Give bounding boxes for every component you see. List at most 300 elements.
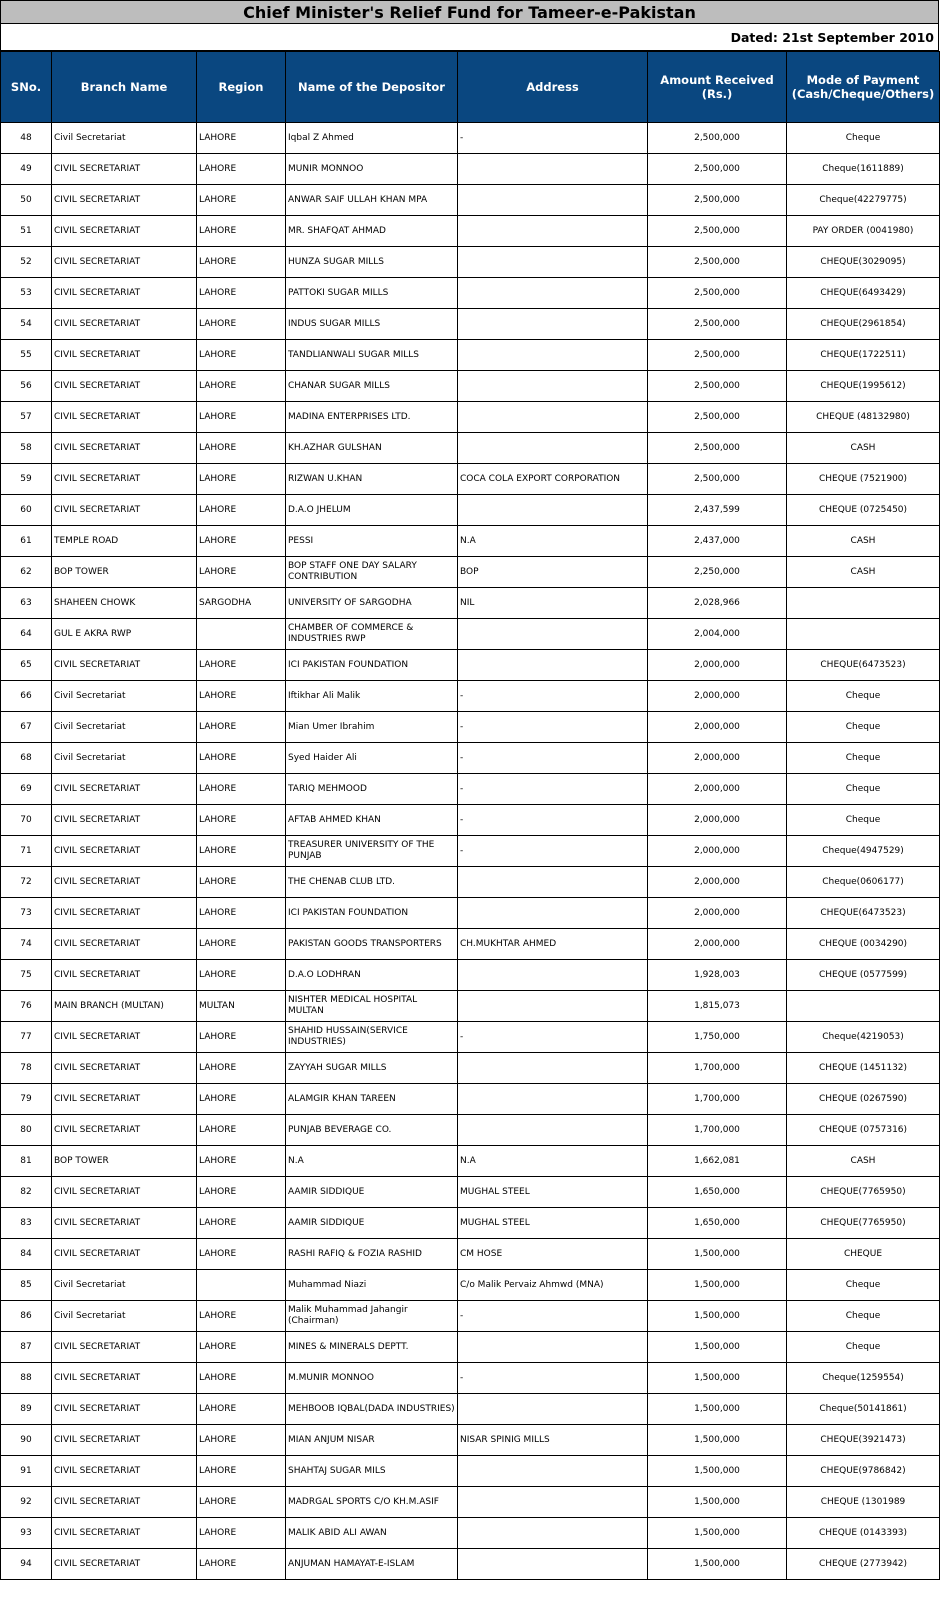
cell-region: LAHORE: [197, 371, 286, 402]
cell-mode: Cheque(4947529): [787, 836, 940, 867]
cell-sno: 62: [1, 557, 52, 588]
cell-branch: BOP TOWER: [52, 557, 197, 588]
table-row: [1, 1115, 940, 1146]
cell-amount: 2,500,000: [648, 433, 787, 464]
cell-region: SARGODHA: [197, 588, 286, 619]
cell-branch: CIVIL SECRETARIAT: [52, 960, 197, 991]
cell-address: NISAR SPINIG MILLS: [458, 1425, 648, 1456]
table-row: [1, 1177, 940, 1208]
cell-address: MUGHAL STEEL: [458, 1208, 648, 1239]
cell-depositor: ALAMGIR KHAN TAREEN: [286, 1084, 458, 1115]
cell-amount: 2,437,000: [648, 526, 787, 557]
cell-amount: 2,500,000: [648, 464, 787, 495]
cell-mode: Cheque(0606177): [787, 867, 940, 898]
cell-sno: 66: [1, 681, 52, 712]
cell-mode: [787, 991, 940, 1022]
cell-address: CH.MUKHTAR AHMED: [458, 929, 648, 960]
cell-amount: 2,500,000: [648, 123, 787, 154]
cell-region: LAHORE: [197, 340, 286, 371]
table-row: [1, 650, 940, 681]
cell-address: -: [458, 681, 648, 712]
col-header-depositor: Name of the Depositor: [286, 52, 458, 123]
table-row: [1, 1549, 940, 1580]
cell-branch: CIVIL SECRETARIAT: [52, 1208, 197, 1239]
cell-sno: 53: [1, 278, 52, 309]
cell-region: LAHORE: [197, 1487, 286, 1518]
cell-region: LAHORE: [197, 681, 286, 712]
cell-branch: CIVIL SECRETARIAT: [52, 1177, 197, 1208]
cell-mode: [787, 619, 940, 650]
cell-branch: Civil Secretariat: [52, 1301, 197, 1332]
col-header-region: Region: [197, 52, 286, 123]
cell-mode: CASH: [787, 433, 940, 464]
cell-mode: CHEQUE (0034290): [787, 929, 940, 960]
table-row: [1, 526, 940, 557]
cell-depositor: PESSI: [286, 526, 458, 557]
cell-address: [458, 1115, 648, 1146]
cell-sno: 59: [1, 464, 52, 495]
cell-branch: CIVIL SECRETARIAT: [52, 836, 197, 867]
cell-mode: CHEQUE(9786842): [787, 1456, 940, 1487]
cell-depositor: SHAHID HUSSAIN(SERVICE INDUSTRIES): [286, 1022, 458, 1053]
cell-mode: Cheque(1259554): [787, 1363, 940, 1394]
table-row: [1, 836, 940, 867]
cell-amount: 1,650,000: [648, 1208, 787, 1239]
cell-amount: 2,000,000: [648, 836, 787, 867]
cell-sno: 60: [1, 495, 52, 526]
cell-mode: PAY ORDER (0041980): [787, 216, 940, 247]
cell-depositor: KH.AZHAR GULSHAN: [286, 433, 458, 464]
cell-amount: 2,000,000: [648, 898, 787, 929]
cell-amount: 1,700,000: [648, 1084, 787, 1115]
cell-amount: 2,500,000: [648, 402, 787, 433]
cell-region: LAHORE: [197, 464, 286, 495]
cell-region: LAHORE: [197, 743, 286, 774]
date-line: Dated: 21st September 2010: [0, 24, 939, 51]
cell-branch: CIVIL SECRETARIAT: [52, 774, 197, 805]
cell-sno: 71: [1, 836, 52, 867]
cell-branch: BOP TOWER: [52, 1146, 197, 1177]
cell-region: LAHORE: [197, 1177, 286, 1208]
cell-amount: 2,500,000: [648, 185, 787, 216]
cell-sno: 65: [1, 650, 52, 681]
cell-mode: Cheque: [787, 774, 940, 805]
table-row: [1, 1332, 940, 1363]
cell-depositor: ICI PAKISTAN FOUNDATION: [286, 650, 458, 681]
cell-depositor: THE CHENAB CLUB LTD.: [286, 867, 458, 898]
cell-region: LAHORE: [197, 526, 286, 557]
cell-branch: CIVIL SECRETARIAT: [52, 278, 197, 309]
cell-address: -: [458, 1363, 648, 1394]
table-row: [1, 712, 940, 743]
cell-amount: 1,500,000: [648, 1363, 787, 1394]
table-row: [1, 805, 940, 836]
cell-mode: CASH: [787, 1146, 940, 1177]
table-row: [1, 216, 940, 247]
cell-mode: CHEQUE(6493429): [787, 278, 940, 309]
cell-mode: CHEQUE(1995612): [787, 371, 940, 402]
cell-region: LAHORE: [197, 1425, 286, 1456]
cell-branch: CIVIL SECRETARIAT: [52, 309, 197, 340]
cell-amount: 2,000,000: [648, 681, 787, 712]
table-row: [1, 1425, 940, 1456]
cell-mode: CHEQUE(1722511): [787, 340, 940, 371]
cell-mode: CHEQUE (0725450): [787, 495, 940, 526]
table-body: [1, 123, 940, 1580]
cell-region: LAHORE: [197, 898, 286, 929]
cell-amount: 2,000,000: [648, 805, 787, 836]
cell-amount: 2,500,000: [648, 309, 787, 340]
depositor-table: [0, 51, 940, 1580]
cell-branch: CIVIL SECRETARIAT: [52, 495, 197, 526]
cell-mode: CHEQUE (1451132): [787, 1053, 940, 1084]
table-row: [1, 929, 940, 960]
table-row: [1, 309, 940, 340]
cell-amount: 2,000,000: [648, 867, 787, 898]
cell-branch: CIVIL SECRETARIAT: [52, 185, 197, 216]
cell-branch: CIVIL SECRETARIAT: [52, 1053, 197, 1084]
cell-depositor: MUNIR MONNOO: [286, 154, 458, 185]
cell-address: [458, 371, 648, 402]
cell-depositor: MADINA ENTERPRISES LTD.: [286, 402, 458, 433]
cell-branch: CIVIL SECRETARIAT: [52, 867, 197, 898]
cell-branch: TEMPLE ROAD: [52, 526, 197, 557]
cell-region: LAHORE: [197, 309, 286, 340]
cell-depositor: MALIK ABID ALI AWAN: [286, 1518, 458, 1549]
cell-region: LAHORE: [197, 1115, 286, 1146]
cell-region: LAHORE: [197, 960, 286, 991]
cell-address: [458, 433, 648, 464]
col-header-amount: Amount Received (Rs.): [648, 52, 787, 123]
cell-mode: CHEQUE(7765950): [787, 1208, 940, 1239]
cell-mode: Cheque: [787, 681, 940, 712]
cell-region: LAHORE: [197, 650, 286, 681]
cell-branch: CIVIL SECRETARIAT: [52, 340, 197, 371]
cell-branch: Civil Secretariat: [52, 681, 197, 712]
cell-region: [197, 619, 286, 650]
cell-mode: Cheque: [787, 743, 940, 774]
cell-mode: CHEQUE (0143393): [787, 1518, 940, 1549]
col-header-sno: SNo.: [1, 52, 52, 123]
table-row: [1, 154, 940, 185]
cell-branch: SHAHEEN CHOWK: [52, 588, 197, 619]
cell-amount: 1,500,000: [648, 1270, 787, 1301]
cell-amount: 2,500,000: [648, 154, 787, 185]
table-row: [1, 1239, 940, 1270]
cell-address: [458, 898, 648, 929]
cell-depositor: PATTOKI SUGAR MILLS: [286, 278, 458, 309]
cell-branch: CIVIL SECRETARIAT: [52, 929, 197, 960]
cell-region: LAHORE: [197, 774, 286, 805]
cell-sno: 81: [1, 1146, 52, 1177]
cell-amount: 2,000,000: [648, 650, 787, 681]
cell-region: LAHORE: [197, 1394, 286, 1425]
cell-region: LAHORE: [197, 216, 286, 247]
cell-sno: 68: [1, 743, 52, 774]
cell-sno: 49: [1, 154, 52, 185]
cell-address: -: [458, 743, 648, 774]
cell-depositor: NISHTER MEDICAL HOSPITAL MULTAN: [286, 991, 458, 1022]
table-row: [1, 247, 940, 278]
cell-sno: 86: [1, 1301, 52, 1332]
cell-amount: 2,500,000: [648, 278, 787, 309]
cell-mode: Cheque: [787, 712, 940, 743]
cell-depositor: MEHBOOB IQBAL(DADA INDUSTRIES): [286, 1394, 458, 1425]
cell-address: BOP: [458, 557, 648, 588]
cell-branch: CIVIL SECRETARIAT: [52, 371, 197, 402]
cell-mode: CHEQUE (48132980): [787, 402, 940, 433]
cell-mode: Cheque: [787, 805, 940, 836]
cell-sno: 77: [1, 1022, 52, 1053]
cell-depositor: AFTAB AHMED KHAN: [286, 805, 458, 836]
cell-branch: Civil Secretariat: [52, 1270, 197, 1301]
cell-amount: 2,000,000: [648, 712, 787, 743]
cell-sno: 63: [1, 588, 52, 619]
cell-address: -: [458, 712, 648, 743]
cell-amount: 2,500,000: [648, 247, 787, 278]
cell-address: [458, 991, 648, 1022]
cell-address: [458, 1084, 648, 1115]
cell-sno: 94: [1, 1549, 52, 1580]
cell-region: LAHORE: [197, 402, 286, 433]
cell-region: LAHORE: [197, 1332, 286, 1363]
cell-region: LAHORE: [197, 123, 286, 154]
cell-sno: 89: [1, 1394, 52, 1425]
cell-amount: 2,437,599: [648, 495, 787, 526]
cell-address: C/o Malik Pervaiz Ahmwd (MNA): [458, 1270, 648, 1301]
cell-branch: CIVIL SECRETARIAT: [52, 216, 197, 247]
cell-amount: 2,000,000: [648, 929, 787, 960]
table-row: [1, 185, 940, 216]
cell-branch: Civil Secretariat: [52, 123, 197, 154]
cell-branch: CIVIL SECRETARIAT: [52, 1549, 197, 1580]
cell-amount: 1,500,000: [648, 1301, 787, 1332]
cell-amount: 2,250,000: [648, 557, 787, 588]
cell-sno: 55: [1, 340, 52, 371]
table-row: [1, 774, 940, 805]
cell-address: NIL: [458, 588, 648, 619]
cell-depositor: ANJUMAN HAMAYAT-E-ISLAM: [286, 1549, 458, 1580]
cell-branch: CIVIL SECRETARIAT: [52, 1332, 197, 1363]
cell-region: LAHORE: [197, 836, 286, 867]
cell-amount: 1,700,000: [648, 1115, 787, 1146]
cell-address: [458, 1518, 648, 1549]
cell-region: LAHORE: [197, 1053, 286, 1084]
cell-branch: CIVIL SECRETARIAT: [52, 1084, 197, 1115]
cell-depositor: AAMIR SIDDIQUE: [286, 1208, 458, 1239]
cell-address: -: [458, 1022, 648, 1053]
table-row: [1, 495, 940, 526]
table-row: [1, 960, 940, 991]
cell-mode: Cheque(42279775): [787, 185, 940, 216]
cell-branch: CIVIL SECRETARIAT: [52, 154, 197, 185]
cell-region: LAHORE: [197, 247, 286, 278]
cell-region: LAHORE: [197, 1022, 286, 1053]
cell-depositor: RIZWAN U.KHAN: [286, 464, 458, 495]
cell-address: [458, 495, 648, 526]
table-row: [1, 1518, 940, 1549]
cell-region: LAHORE: [197, 1518, 286, 1549]
cell-sno: 56: [1, 371, 52, 402]
table-row: [1, 1301, 940, 1332]
cell-branch: CIVIL SECRETARIAT: [52, 1518, 197, 1549]
table-row: [1, 340, 940, 371]
cell-region: LAHORE: [197, 1456, 286, 1487]
cell-depositor: CHAMBER OF COMMERCE & INDUSTRIES RWP: [286, 619, 458, 650]
cell-branch: CIVIL SECRETARIAT: [52, 1115, 197, 1146]
cell-depositor: RASHI RAFIQ & FOZIA RASHID: [286, 1239, 458, 1270]
cell-region: LAHORE: [197, 495, 286, 526]
cell-amount: 1,700,000: [648, 1053, 787, 1084]
cell-region: LAHORE: [197, 1239, 286, 1270]
cell-sno: 57: [1, 402, 52, 433]
cell-amount: 1,650,000: [648, 1177, 787, 1208]
cell-sno: 82: [1, 1177, 52, 1208]
cell-address: [458, 867, 648, 898]
cell-region: LAHORE: [197, 433, 286, 464]
cell-depositor: INDUS SUGAR MILLS: [286, 309, 458, 340]
cell-sno: 80: [1, 1115, 52, 1146]
cell-address: [458, 402, 648, 433]
cell-mode: CHEQUE(3029095): [787, 247, 940, 278]
table-row: [1, 464, 940, 495]
cell-address: -: [458, 1301, 648, 1332]
table-row: [1, 123, 940, 154]
cell-mode: Cheque(1611889): [787, 154, 940, 185]
cell-amount: 1,662,081: [648, 1146, 787, 1177]
cell-mode: CHEQUE(7765950): [787, 1177, 940, 1208]
cell-mode: CHEQUE(2961854): [787, 309, 940, 340]
cell-region: LAHORE: [197, 1208, 286, 1239]
cell-address: N.A: [458, 526, 648, 557]
cell-depositor: MR. SHAFQAT AHMAD: [286, 216, 458, 247]
cell-depositor: MIAN ANJUM NISAR: [286, 1425, 458, 1456]
cell-branch: CIVIL SECRETARIAT: [52, 1456, 197, 1487]
cell-sno: 83: [1, 1208, 52, 1239]
cell-sno: 88: [1, 1363, 52, 1394]
cell-address: -: [458, 123, 648, 154]
cell-address: [458, 216, 648, 247]
cell-depositor: Iftikhar Ali Malik: [286, 681, 458, 712]
cell-depositor: MINES & MINERALS DEPTT.: [286, 1332, 458, 1363]
cell-depositor: Mian Umer Ibrahim: [286, 712, 458, 743]
cell-sno: 85: [1, 1270, 52, 1301]
table-row: [1, 433, 940, 464]
cell-amount: 1,500,000: [648, 1456, 787, 1487]
cell-mode: CHEQUE (7521900): [787, 464, 940, 495]
cell-address: CM HOSE: [458, 1239, 648, 1270]
cell-mode: [787, 588, 940, 619]
cell-address: MUGHAL STEEL: [458, 1177, 648, 1208]
cell-branch: CIVIL SECRETARIAT: [52, 464, 197, 495]
cell-depositor: BOP STAFF ONE DAY SALARY CONTRIBUTION: [286, 557, 458, 588]
cell-region: LAHORE: [197, 557, 286, 588]
cell-region: MULTAN: [197, 991, 286, 1022]
table-row: [1, 1146, 940, 1177]
cell-depositor: UNIVERSITY OF SARGODHA: [286, 588, 458, 619]
table-row: [1, 1363, 940, 1394]
cell-mode: Cheque: [787, 1332, 940, 1363]
cell-region: LAHORE: [197, 1549, 286, 1580]
cell-depositor: CHANAR SUGAR MILLS: [286, 371, 458, 402]
page-title: Chief Minister's Relief Fund for Tameer-e-Pakistan: [0, 0, 939, 24]
cell-address: -: [458, 836, 648, 867]
cell-amount: 2,500,000: [648, 216, 787, 247]
cell-depositor: PUNJAB BEVERAGE CO.: [286, 1115, 458, 1146]
cell-address: [458, 154, 648, 185]
cell-mode: CHEQUE(6473523): [787, 650, 940, 681]
cell-amount: 1,500,000: [648, 1487, 787, 1518]
cell-sno: 48: [1, 123, 52, 154]
cell-depositor: AAMIR SIDDIQUE: [286, 1177, 458, 1208]
cell-sno: 61: [1, 526, 52, 557]
cell-amount: 1,750,000: [648, 1022, 787, 1053]
cell-sno: 84: [1, 1239, 52, 1270]
cell-region: LAHORE: [197, 867, 286, 898]
cell-address: [458, 1487, 648, 1518]
table-row: [1, 1456, 940, 1487]
cell-branch: CIVIL SECRETARIAT: [52, 402, 197, 433]
table-row: [1, 681, 940, 712]
cell-depositor: PAKISTAN GOODS TRANSPORTERS: [286, 929, 458, 960]
cell-depositor: D.A.O JHELUM: [286, 495, 458, 526]
col-header-address: Address: [458, 52, 648, 123]
cell-region: LAHORE: [197, 805, 286, 836]
cell-amount: 2,028,966: [648, 588, 787, 619]
cell-sno: 90: [1, 1425, 52, 1456]
table-row: [1, 402, 940, 433]
table-row: [1, 1208, 940, 1239]
cell-mode: CHEQUE(6473523): [787, 898, 940, 929]
cell-sno: 72: [1, 867, 52, 898]
cell-sno: 52: [1, 247, 52, 278]
cell-amount: 1,928,003: [648, 960, 787, 991]
table-row: [1, 867, 940, 898]
cell-mode: CHEQUE: [787, 1239, 940, 1270]
cell-amount: 1,500,000: [648, 1425, 787, 1456]
cell-amount: 1,500,000: [648, 1332, 787, 1363]
cell-amount: 2,000,000: [648, 774, 787, 805]
cell-depositor: ICI PAKISTAN FOUNDATION: [286, 898, 458, 929]
table-row: [1, 557, 940, 588]
cell-region: LAHORE: [197, 278, 286, 309]
header-row: [1, 52, 940, 123]
cell-address: [458, 1394, 648, 1425]
table-row: [1, 991, 940, 1022]
cell-depositor: MADRGAL SPORTS C/O KH.M.ASIF: [286, 1487, 458, 1518]
cell-mode: CHEQUE (1301989: [787, 1487, 940, 1518]
cell-branch: CIVIL SECRETARIAT: [52, 1487, 197, 1518]
cell-depositor: ZAYYAH SUGAR MILLS: [286, 1053, 458, 1084]
cell-branch: CIVIL SECRETARIAT: [52, 1425, 197, 1456]
table-row: [1, 619, 940, 650]
cell-address: [458, 1053, 648, 1084]
cell-sno: 64: [1, 619, 52, 650]
cell-depositor: D.A.O LODHRAN: [286, 960, 458, 991]
cell-address: [458, 185, 648, 216]
cell-amount: 1,815,073: [648, 991, 787, 1022]
cell-address: [458, 1332, 648, 1363]
cell-region: LAHORE: [197, 929, 286, 960]
cell-sno: 54: [1, 309, 52, 340]
cell-mode: CHEQUE (0757316): [787, 1115, 940, 1146]
cell-branch: CIVIL SECRETARIAT: [52, 1022, 197, 1053]
cell-mode: Cheque: [787, 1270, 940, 1301]
cell-sno: 76: [1, 991, 52, 1022]
cell-mode: Cheque: [787, 123, 940, 154]
cell-branch: Civil Secretariat: [52, 712, 197, 743]
cell-amount: 1,500,000: [648, 1518, 787, 1549]
